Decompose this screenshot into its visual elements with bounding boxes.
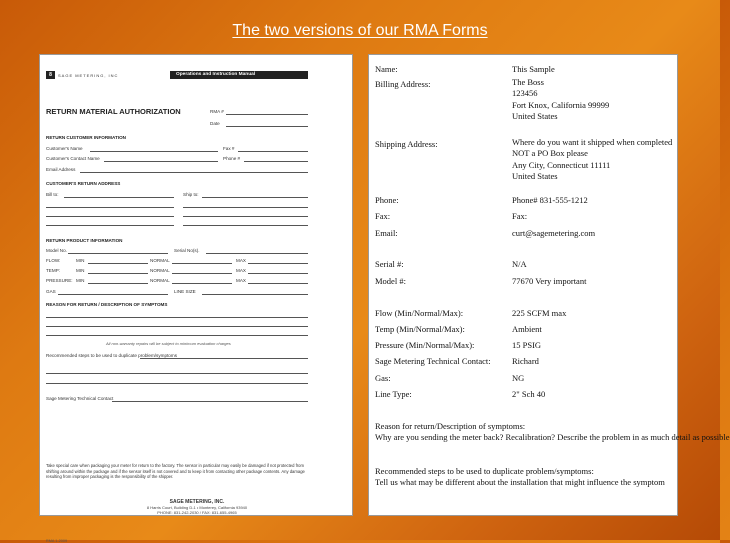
billing-line-2: 123456 — [512, 88, 538, 99]
rma-number-line — [226, 114, 308, 115]
temp-value: Ambient — [512, 324, 542, 334]
model-label: Model No. — [46, 248, 67, 253]
footer-company: SAGE METERING, INC. — [169, 499, 225, 505]
flow-normal-line — [172, 263, 232, 264]
technical-contact-value: Richard — [512, 356, 539, 366]
shipping-line-4: United States — [512, 171, 558, 182]
bill-to-label: Bill to: — [46, 192, 59, 197]
reason-line-1 — [46, 317, 308, 318]
steps-line-3 — [46, 383, 308, 384]
pressure-max-label: MAX — [236, 278, 246, 283]
bill-to-line-3 — [46, 216, 174, 217]
date-label: Date — [210, 121, 220, 126]
model-line — [68, 253, 168, 254]
line-type-label: Line Type: — [375, 389, 412, 399]
flow-label: Flow (Min/Normal/Max): — [375, 308, 464, 318]
ship-to-label: Ship to: — [183, 192, 199, 197]
form-footer — [40, 499, 354, 515]
email-value: curt@sagemetering.com — [512, 228, 596, 238]
footer-phone: PHONE: 831-242-2030 / FAX: 831-655-4965 — [157, 510, 237, 515]
temp-label: Temp (Min/Normal/Max): — [375, 324, 465, 334]
customer-name-label: Customer's Name — [46, 146, 83, 151]
gas-value: NG — [512, 373, 525, 383]
customer-name-line — [90, 151, 218, 152]
shipping-line-2: NOT a PO Box please — [512, 148, 588, 159]
ship-to-line-2 — [183, 207, 308, 208]
ship-to-line-4 — [183, 225, 308, 226]
name-label: Name: — [375, 64, 398, 74]
model-value: 77670 Very important — [512, 276, 587, 286]
pressure-label: PRESSURE: — [46, 278, 73, 283]
serial-value: N/A — [512, 259, 527, 269]
serial-label: Serial No(s). — [174, 248, 200, 253]
pressure-normal-line — [172, 283, 232, 284]
bill-to-line-1 — [64, 197, 174, 198]
rma-form-printed — [39, 54, 353, 543]
ship-to-line-3 — [183, 216, 308, 217]
billing-line-1: The Boss — [512, 77, 544, 87]
phone-label: Phone # — [223, 156, 241, 161]
pressure-label: Pressure (Min/Normal/Max): — [375, 340, 475, 350]
packaging-instructions: Take special care when packaging your meter for return to the factory. The sensor in particular may easily be damaged if not protected from shifting around within the package and if the sensor itself is not covered and to keep it from contacting other package contents. Any damage resulting from improper packaging is the responsibility of the shipper. — [46, 463, 305, 480]
technical-contact-line — [112, 401, 308, 402]
name-value: This Sample — [512, 64, 555, 74]
form-title: RETURN MATERIAL AUTHORIZATION — [46, 107, 181, 116]
steps-line-2 — [46, 373, 308, 374]
flow-label: FLOW: — [46, 258, 61, 263]
date-line — [226, 126, 308, 127]
pressure-max-line — [248, 283, 308, 284]
pressure-value: 15 PSIG — [512, 340, 542, 350]
steps-value: Tell us what may be different about the installation that might influence the symptom — [375, 477, 665, 487]
billing-line-4: United States — [512, 111, 558, 122]
gas-line — [58, 294, 168, 295]
steps-label: Recommended steps to be used to duplicate problem/symptoms — [46, 353, 177, 358]
pressure-min-line — [88, 283, 148, 284]
phone-label: Phone: — [375, 195, 399, 205]
serial-label: Serial #: — [375, 259, 404, 269]
phone-value: Phone# 831-555-1212 — [512, 195, 588, 205]
form-code: RMA 1-2009 — [46, 539, 68, 543]
flow-max-line — [248, 263, 308, 264]
page-number: 8 — [46, 71, 55, 79]
footer-address: 8 Harris Court, Building D-1 • Monterey, California 93940 — [146, 505, 248, 510]
header-company: SAGE METERING, INC — [58, 72, 119, 78]
warranty-note: All non-warranty repairs will be subject to minimum evaluation charges — [106, 341, 231, 346]
temp-min-label: MIN — [76, 268, 85, 273]
reason-line-3 — [46, 335, 308, 336]
reason-value: Why are you sending the meter back? Recalibration? Describe the problem in as much detail as possible — [375, 432, 730, 442]
header-manual-title: Operations and Instruction Manual — [170, 71, 308, 79]
flow-max-label: MAX — [236, 258, 246, 263]
email-label: Email Address — [46, 167, 76, 172]
line-type-value: 2" Sch 40 — [512, 389, 546, 399]
gas-label: Gas: — [375, 373, 391, 383]
line-size-line — [202, 294, 308, 295]
pressure-normal-label: NORMAL — [150, 278, 170, 283]
rma-form-filled-sample — [368, 54, 730, 516]
shipping-line-3: Any City, Connecticut 11111 — [512, 159, 611, 170]
bill-to-line-2 — [46, 207, 174, 208]
technical-contact-label: Sage Metering Technical Contact: — [375, 356, 491, 366]
steps-label: Recommended steps to be used to duplicate problem/symptoms: — [375, 466, 594, 476]
reason-label: Reason for return/Description of symptoms: — [375, 421, 526, 431]
fax-label: Fax: — [375, 211, 391, 221]
shipping-address-label: Shipping Address: — [375, 139, 438, 149]
billing-address-label: Billing Address: — [375, 79, 431, 89]
flow-value: 225 SCFM max — [512, 308, 567, 318]
fax-value: Fax: — [512, 211, 528, 221]
email-label: Email: — [375, 228, 398, 238]
slide-title: The two versions of our RMA Forms — [232, 22, 488, 39]
fax-label: Fax # — [223, 146, 235, 151]
flow-min-label: MIN — [76, 258, 85, 263]
temp-max-label: MAX — [236, 268, 246, 273]
contact-name-line — [104, 161, 218, 162]
fax-line — [238, 151, 308, 152]
ship-to-line-1 — [202, 197, 308, 198]
serial-line — [206, 253, 308, 254]
phone-line — [244, 161, 308, 162]
email-line — [80, 172, 308, 173]
temp-max-line — [248, 273, 308, 274]
technical-contact-label: Sage Metering Technical Contact — [46, 396, 114, 401]
model-label: Model #: — [375, 276, 406, 286]
contact-name-label: Customer's Contact Name — [46, 156, 100, 161]
address-section-heading: CUSTOMER'S RETURN ADDRESS — [46, 181, 121, 186]
bill-to-line-4 — [46, 225, 174, 226]
gas-label: GAS — [46, 289, 56, 294]
flow-min-line — [88, 263, 148, 264]
reason-line-2 — [46, 326, 308, 327]
product-section-heading: RETURN PRODUCT INFORMATION — [46, 238, 123, 243]
temp-normal-label: NORMAL — [150, 268, 170, 273]
flow-normal-label: NORMAL — [150, 258, 170, 263]
line-size-label: LINE SIZE — [174, 289, 196, 294]
steps-line-1 — [140, 358, 308, 359]
temp-normal-line — [172, 273, 232, 274]
temp-label: TEMP: — [46, 268, 61, 273]
customer-section-heading: RETURN CUSTOMER INFORMATION — [46, 135, 126, 140]
billing-line-3: Fort Knox, California 99999 — [512, 99, 610, 110]
temp-min-line — [88, 273, 148, 274]
reason-section-heading: REASON FOR RETURN / DESCRIPTION OF SYMPTOMS — [46, 302, 168, 307]
rma-number-label: RMA # — [210, 109, 224, 114]
pressure-min-label: MIN — [76, 278, 85, 283]
manual-header — [46, 71, 308, 79]
shipping-line-1: Where do you want it shipped when completed — [512, 137, 673, 147]
